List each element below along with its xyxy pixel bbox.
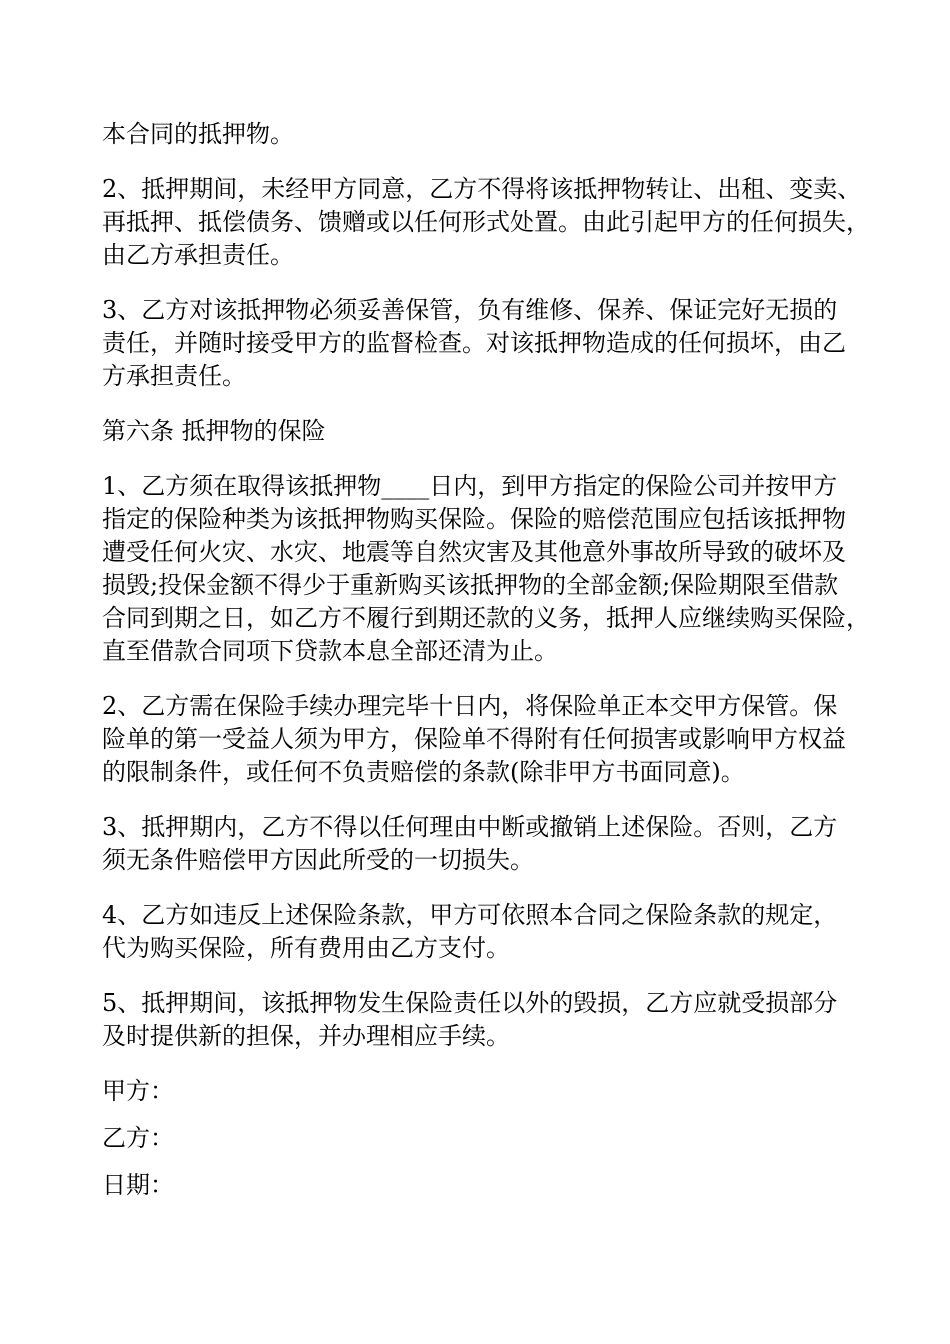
document-body bbox=[102, 118, 870, 1216]
signature-party-b: 乙方： bbox=[102, 1124, 174, 1152]
paragraph-line: 4、乙方如违反上述保险条款，甲方可依照本合同之保险条款的规定， bbox=[102, 901, 838, 929]
paragraph-clause-3-custody bbox=[102, 294, 854, 393]
paragraph-insurance-4-breach bbox=[102, 899, 854, 965]
paragraph-line: 须无条件赔偿甲方因此所受的一切损失。 bbox=[102, 846, 534, 874]
paragraph-line: 指定的保险种类为该抵押物购买保险。保险的赔偿范围应包括该抵押物 bbox=[102, 505, 846, 533]
section-heading-insurance bbox=[102, 415, 854, 448]
paragraph-line: 合同到期之日，如乙方不履行到期还款的义务，抵押人应继续购买保险， bbox=[102, 604, 870, 632]
paragraph-line: 由乙方承担责任。 bbox=[102, 241, 294, 269]
paragraph-line: 责任，并随时接受甲方的监督检查。对该抵押物造成的任何损坏，由乙 bbox=[102, 329, 846, 357]
paragraph-pledged-property bbox=[102, 118, 854, 151]
paragraph-insurance-2-policy-custody bbox=[102, 690, 854, 789]
paragraph-insurance-1-purchase bbox=[102, 470, 870, 668]
paragraph-line: 本合同的抵押物。 bbox=[102, 120, 294, 148]
paragraph-line: 2、乙方需在保险手续办理完毕十日内，将保险单正本交甲方保管。保 bbox=[102, 692, 838, 720]
paragraph-line: 及时提供新的担保，并办理相应手续。 bbox=[102, 1022, 510, 1050]
paragraph-line: 5、抵押期间，该抵押物发生保险责任以外的毁损，乙方应就受损部分 bbox=[102, 989, 838, 1017]
signature-date: 日期： bbox=[102, 1171, 174, 1199]
paragraph-insurance-5-damage bbox=[102, 987, 854, 1053]
paragraph-line: 1、乙方须在取得该抵押物____日内，到甲方指定的保险公司并按甲方 bbox=[102, 472, 838, 500]
paragraph-line: 再抵押、抵偿债务、馈赠或以任何形式处置。由此引起甲方的任何损失， bbox=[102, 208, 870, 236]
signature-party-a: 甲方： bbox=[102, 1077, 174, 1105]
section-heading-text: 第六条 抵押物的保险 bbox=[102, 417, 326, 445]
paragraph-line: 3、乙方对该抵押物必须妥善保管，负有维修、保养、保证完好无损的 bbox=[102, 296, 838, 324]
paragraph-line: 代为购买保险，所有费用由乙方支付。 bbox=[102, 934, 510, 962]
paragraph-line: 方承担责任。 bbox=[102, 362, 246, 390]
paragraph-line: 3、抵押期内，乙方不得以任何理由中断或撤销上述保险。否则，乙方 bbox=[102, 813, 838, 841]
paragraph-line: 直至借款合同项下贷款本息全部还清为止。 bbox=[102, 637, 558, 665]
paragraph-line: 险单的第一受益人须为甲方，保险单不得附有任何损害或影响甲方权益 bbox=[102, 725, 846, 753]
paragraph-insurance-3-no-cancellation bbox=[102, 811, 854, 877]
paragraph-line: 遭受任何火灾、水灾、地震等自然灾害及其他意外事故所导致的破坏及 bbox=[102, 538, 846, 566]
paragraph-clause-2-transfer-restriction bbox=[102, 173, 870, 272]
paragraph-line: 2、抵押期间，未经甲方同意，乙方不得将该抵押物转让、出租、变卖、 bbox=[102, 175, 862, 203]
paragraph-line: 损毁;投保金额不得少于重新购买该抵押物的全部金额;保险期限至借款 bbox=[102, 571, 839, 599]
paragraph-line: 的限制条件，或任何不负责赔偿的条款(除非甲方书面同意)。 bbox=[102, 758, 745, 786]
